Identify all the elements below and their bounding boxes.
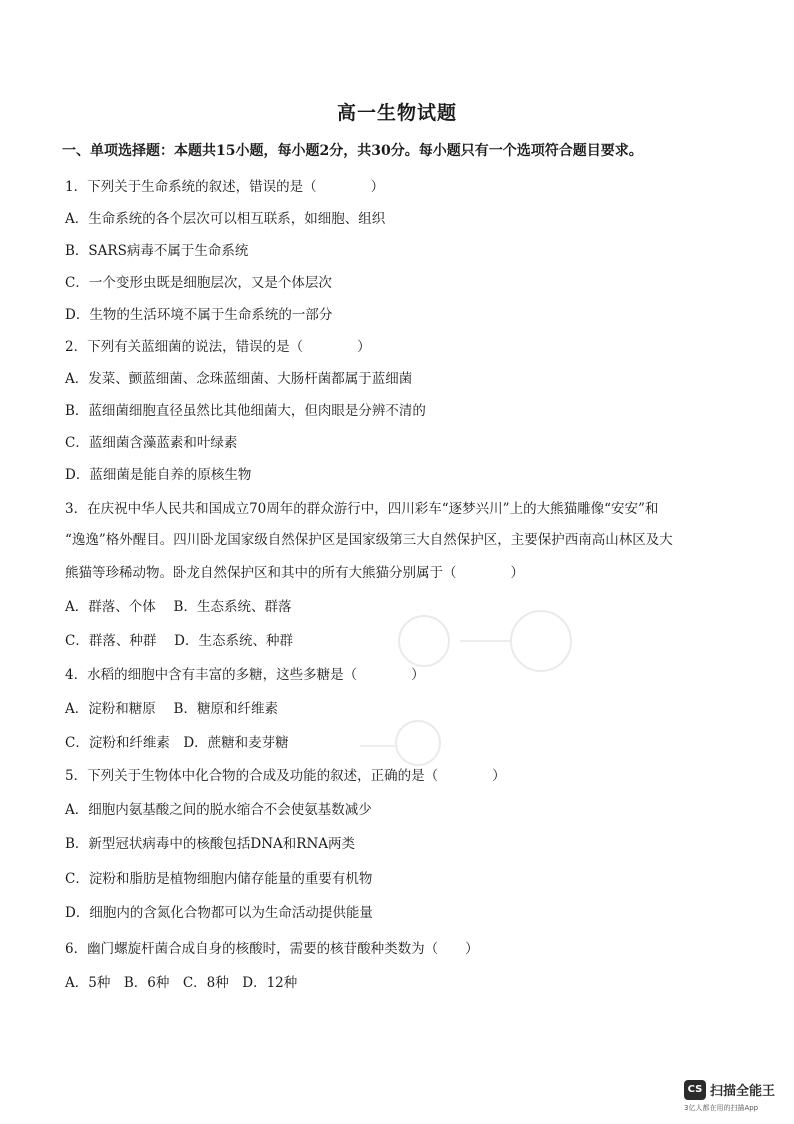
question-2-option-c: C．蓝细菌含藻蓝素和叶绿素 [65,435,238,451]
question-1-stem: 1．下列关于生命系统的叙述，错误的是（ ） [65,179,385,195]
question-2-option-b: B．蓝细菌细胞直径虽然比其他细菌大，但肉眼是分辨不清的 [65,403,426,419]
watermark-slogan: 3亿人都在用的扫描App [684,1104,759,1112]
question-3-options-ab: A．群落、个体 B．生态系统、群落 [65,599,292,615]
bleed-through-line [360,745,395,747]
question-5-option-b: B．新型冠状病毒中的核酸包括DNA和RNA两类 [65,836,356,852]
camscanner-logo-icon: CS [684,1080,706,1100]
question-1-option-b: B．SARS病毒不属于生命系统 [65,243,249,259]
question-5-option-a: A．细胞内氨基酸之间的脱水缩合不会使氨基数减少 [65,802,372,818]
question-4-stem: 4．水稻的细胞中含有丰富的多糖，这些多糖是（ ） [65,667,425,683]
bleed-through-line [460,640,510,642]
question-6-options: A．5种 B．6种 C．8种 D．12种 [65,975,298,991]
question-1-option-c: C．一个变形虫既是细胞层次，又是个体层次 [65,275,332,291]
question-5-option-d: D．细胞内的含氮化合物都可以为生命活动提供能量 [65,905,373,921]
question-2-option-a: A．发菜、颤蓝细菌、念珠蓝细菌、大肠杆菌都属于蓝细菌 [65,371,413,387]
bleed-through-circle [395,720,441,766]
question-1-option-d: D．生物的生活环境不属于生命系统的一部分 [65,307,333,323]
question-3-options-cd: C．群落、种群 D．生态系统、种群 [65,633,293,649]
page-title: 高一生物试题 [336,102,457,124]
question-4-options-ab: A．淀粉和糖原 B．糖原和纤维素 [65,701,278,717]
watermark-app-name: 扫描全能王 [710,1084,776,1099]
section-heading: 一、单项选择题：本题共15小题，每小题2分，共30分。每小题只有一个选项符合题目要求。 [62,143,643,159]
question-4-options-cd: C．淀粉和纤维素 D．蔗糖和麦芽糖 [65,735,289,751]
question-5-option-c: C．淀粉和脂肪是植物细胞内储存能量的重要有机物 [65,871,373,887]
question-5-stem: 5．下列关于生物体中化合物的合成及功能的叙述，正确的是（ ） [65,768,506,784]
question-2-stem: 2．下列有关蓝细菌的说法，错误的是（ ） [65,339,371,355]
scanner-watermark [684,1078,794,1118]
question-3-stem-line-1: 3．在庆祝中华人民共和国成立70周年的群众游行中，四川彩车“逐梦兴川”上的大熊猫雕像“安安”和 [65,501,659,517]
question-1-option-a: A．生命系统的各个层次可以相互联系，如细胞、组织 [65,211,386,227]
question-3-stem-line-3: 熊猫等珍稀动物。卧龙自然保护区和其中的所有大熊猫分别属于（ ） [65,565,524,581]
question-6-stem: 6．幽门螺旋杆菌合成自身的核酸时，需要的核苷酸种类数为（ ） [65,941,479,957]
question-2-option-d: D．蓝细菌是能自养的原核生物 [65,467,252,483]
bleed-through-circle [510,610,572,672]
question-3-stem-line-2: “逸逸”格外醒目。四川卧龙国家级自然保护区是国家级第三大自然保护区，主要保护西南高山林区及大 [65,532,673,548]
bleed-through-circle [398,615,450,667]
